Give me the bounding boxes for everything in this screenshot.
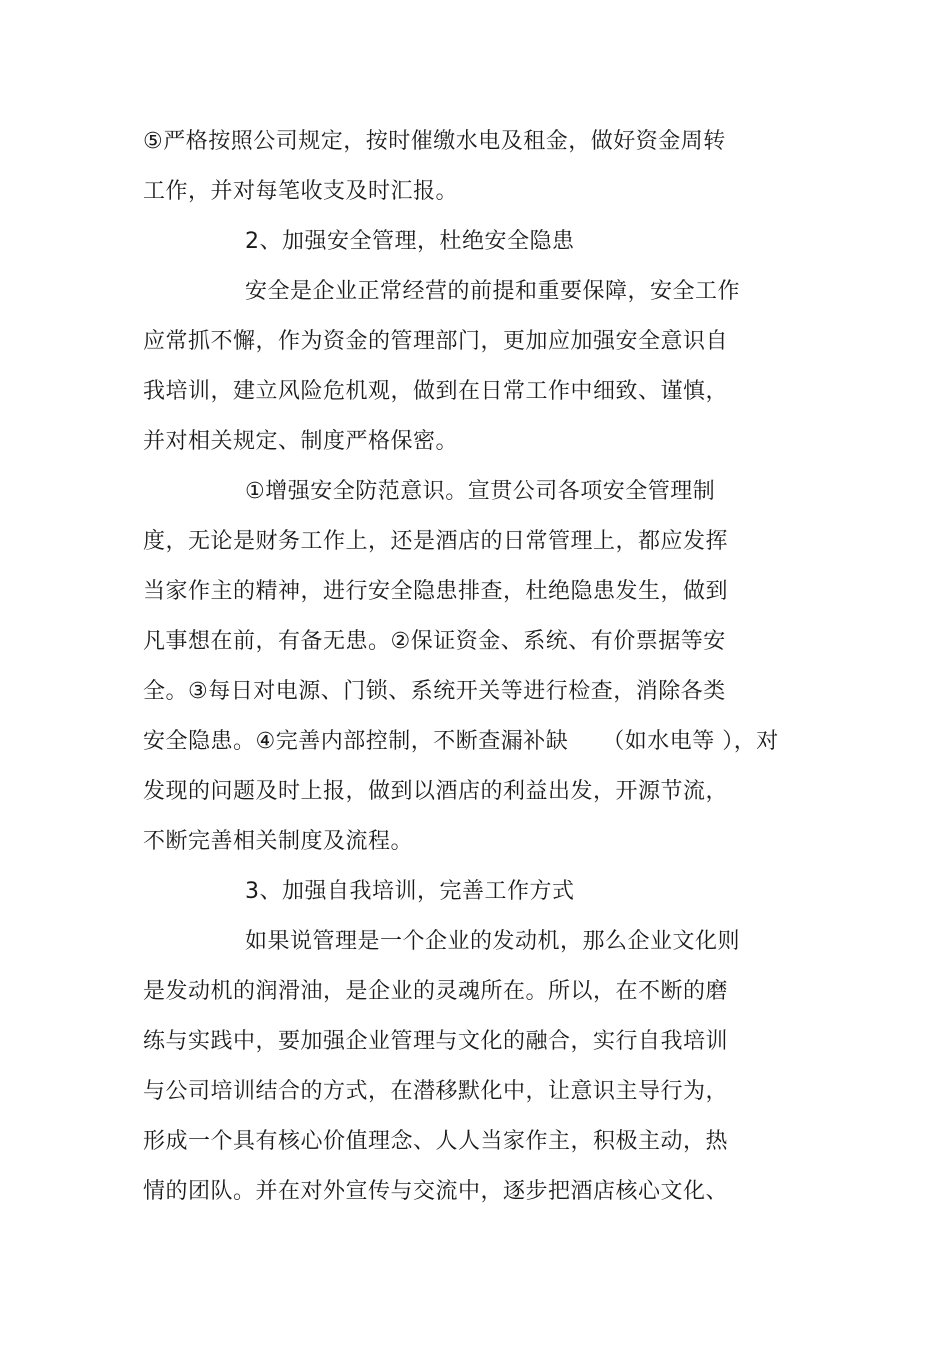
paragraph-line: 练与实践中，要加强企业管理与文化的融合，实行自我培训: [143, 1029, 729, 1054]
section-heading: 3、加强自我培训，完善工作方式: [245, 879, 575, 904]
paragraph-line: 形成一个具有核心价值理念、人人当家作主，积极主动，热: [143, 1129, 729, 1154]
paragraph-line: 安全是企业正常经营的前提和重要保障，安全工作: [245, 279, 741, 304]
paragraph-line: 情的团队。并在对外宣传与交流中，逐步把酒店核心文化、: [143, 1179, 729, 1204]
paragraph-line: 当家作主的精神，进行安全隐患排查，杜绝隐患发生，做到: [143, 579, 729, 604]
paragraph-line: 度，无论是财务工作上，还是酒店的日常管理上，都应发挥: [143, 529, 729, 554]
paragraph-line: 如果说管理是一个企业的发动机，那么企业文化则: [245, 929, 741, 954]
paragraph-line: 工作，并对每笔收支及时汇报。: [143, 179, 459, 204]
paragraph-line: 我培训，建立风险危机观，做到在日常工作中细致、谨慎，: [143, 379, 729, 404]
paragraph-line: 是发动机的润滑油，是企业的灵魂所在。所以，在不断的磨: [143, 979, 729, 1004]
paragraph-line: 并对相关规定、制度严格保密。: [143, 429, 459, 454]
paragraph-line: 全。③每日对电源、门锁、系统开关等进行检查，消除各类: [143, 679, 726, 704]
paragraph-line: ⑤严格按照公司规定，按时催缴水电及租金，做好资金周转: [143, 129, 726, 154]
paragraph-line: 安全隐患。④完善内部控制，不断查漏补缺 （如水电等 ），对: [143, 729, 779, 754]
paragraph-line: 凡事想在前，有备无患。②保证资金、系统、有价票据等安: [143, 629, 726, 654]
paragraph-line: 与公司培训结合的方式，在潜移默化中，让意识主导行为，: [143, 1079, 729, 1104]
paragraph-line: ①增强安全防范意识。宣贯公司各项安全管理制: [245, 479, 716, 504]
paragraph-line: 不断完善相关制度及流程。: [143, 829, 414, 854]
paragraph-line: 应常抓不懈，作为资金的管理部门，更加应加强安全意识自: [143, 329, 729, 354]
paragraph-line: 发现的问题及时上报，做到以酒店的利益出发，开源节流，: [143, 779, 729, 804]
section-heading: 2、加强安全管理，杜绝安全隐患: [245, 229, 575, 254]
